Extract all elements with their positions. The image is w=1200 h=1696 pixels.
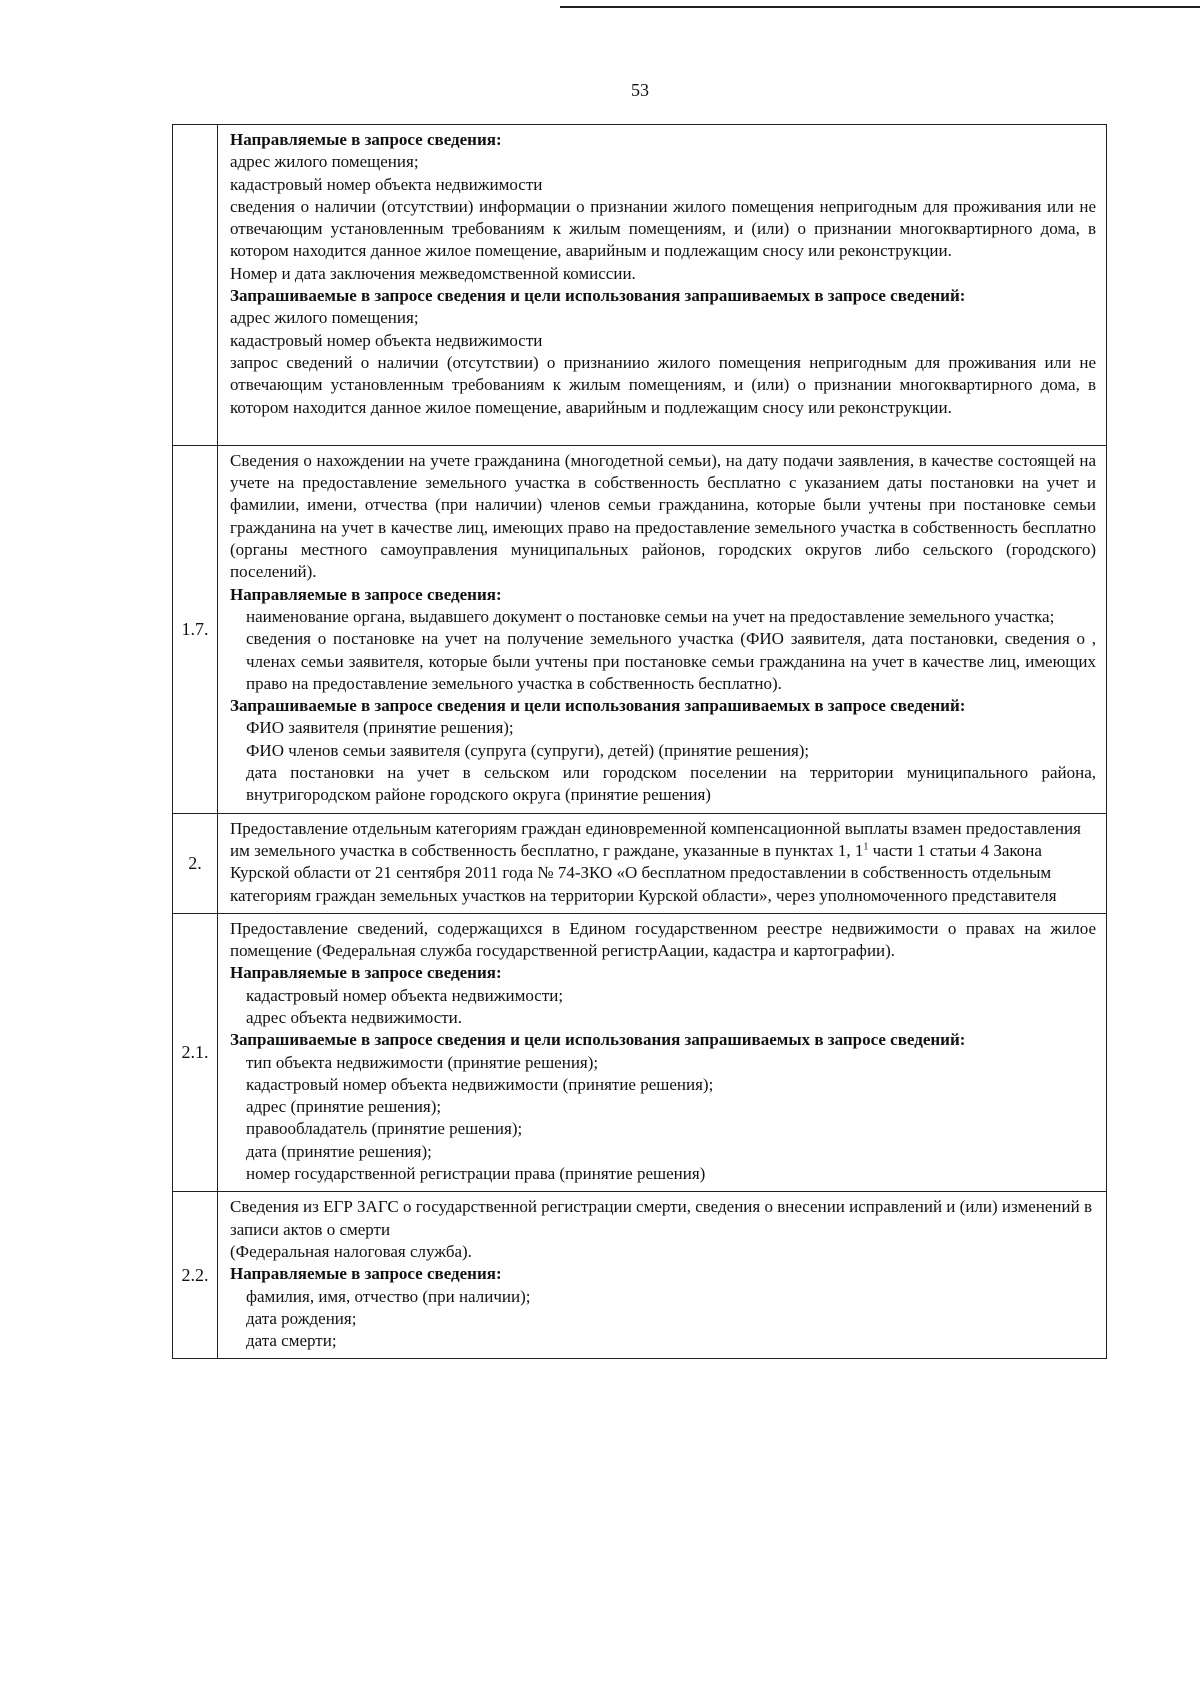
superscript: 1 xyxy=(863,841,869,853)
text-line: адрес жилого помещения; xyxy=(230,308,419,328)
table-row xyxy=(173,445,1107,813)
text-line: кадастровый номер объекта недвижимости xyxy=(230,330,543,350)
text-line: дата (принятие решения); xyxy=(246,1141,432,1161)
text-line: адрес жилого помещения; xyxy=(230,152,419,172)
text-line: номер государственной регистрации права (принятие решения) xyxy=(246,1164,706,1184)
text-line: ФИО членов семьи заявителя (супруга (супруги), детей) (принятие решения); xyxy=(246,740,810,760)
row-content xyxy=(218,1192,1107,1359)
row-number: 1.7. xyxy=(173,445,218,813)
text-paragraph: запрос сведений о наличии (отсутствии) о признаниио жилого помещения непригодным для проживания или не отвечающим установленным требованиям к жилым помещениям, и (или) о признании многоквартирного дома, в котором находится данное жилое помещение, аварийным и подлежащим сносу или реконструкции. xyxy=(230,352,1096,417)
text-line: правообладатель (принятие решения); xyxy=(246,1119,523,1139)
text-line: тип объекта недвижимости (принятие решения); xyxy=(246,1052,599,1072)
table-row xyxy=(173,913,1107,1192)
text-before-superscript: Предоставление отдельным категориям граждан единовременной компенсационной выплаты взамен предоставления им земельного участка в собственность бесплатно, г раждане, указанные в пунктах 1, 1 xyxy=(230,818,1081,860)
section-heading: Запрашиваемые в запросе сведения и цели использования запрашиваемых в запросе сведений: xyxy=(230,696,966,716)
row-number: 2. xyxy=(173,813,218,913)
services-table xyxy=(172,124,1107,1359)
section-heading: Направляемые в запросе сведения: xyxy=(230,130,502,149)
row-content xyxy=(218,445,1107,813)
text-paragraph: Предоставление сведений, содержащихся в Едином государственном реестре недвижимости о правах на жилое помещение (Федеральная служба государственной регистрАации, кадастра и картографии). xyxy=(230,918,1096,961)
text-line: дата смерти; xyxy=(246,1331,337,1351)
row-number: 2.2. xyxy=(173,1192,218,1359)
text-line: адрес объекта недвижимости. xyxy=(246,1007,463,1027)
row-number xyxy=(173,125,218,446)
text-line: кадастровый номер объекта недвижимости xyxy=(230,174,543,194)
text-line: (Федеральная налоговая служба). xyxy=(230,1241,472,1261)
section-heading: Направляемые в запросе сведения: xyxy=(230,1264,502,1284)
text-paragraph xyxy=(230,818,1096,907)
text-line: дата рождения; xyxy=(246,1308,357,1328)
table-row xyxy=(173,813,1107,913)
text-paragraph: дата постановки на учет в сельском или городском поселении на территории муниципального района, внутригородском районе городского округа (принятие решения) xyxy=(246,763,1096,805)
text-after-superscript: части 1 статьи 4 Закона Курской области от 21 сентября 2011 года № 74-ЗКО «О бесплатном предоставлении в собственность отдельным категориям граждан земельных участков на территории Курской области», через уполномоченного представителя xyxy=(230,840,1057,905)
text-paragraph: сведения о постановке на учет на получение земельного участка (ФИО заявителя, дата постановки, сведения о , членах семьи заявителя, которые были учтены при постановке семьи гражданина на учет в качестве лиц, имеющих право на предоставление земельного участка в собственность бесплатно). xyxy=(246,629,1096,693)
text-line: кадастровый номер объекта недвижимости; xyxy=(246,985,564,1005)
text-line: Номер и дата заключения межведомственной комиссии. xyxy=(230,263,636,283)
table-row xyxy=(173,125,1107,446)
text-line: адрес (принятие решения); xyxy=(246,1097,442,1117)
text-paragraph: сведения о наличии (отсутствии) информации о признании жилого помещения непригодным для проживания или не отвечающим установленным требованиям к жилым помещениям, и (или) о признании многоквартирного дома, в котором находится данное жилое помещение, аварийным и подлежащим сносу или реконструкции. xyxy=(230,196,1096,261)
text-paragraph: Сведения из ЕГР ЗАГС о государственной регистрации смерти, сведения о внесении исправлений и (или) изменений в записи актов о смерти xyxy=(230,1197,1092,1239)
text-line: ФИО заявителя (принятие решения); xyxy=(246,718,514,738)
row-content xyxy=(218,913,1107,1192)
text-paragraph: наименование органа, выдавшего документ о постановке семьи на учет на предоставление земельного участка; xyxy=(246,606,1055,626)
row-number: 2.1. xyxy=(173,913,218,1192)
section-heading: Запрашиваемые в запросе сведения и цели использования запрашиваемых в запросе сведений: xyxy=(230,1030,966,1050)
row-content xyxy=(218,813,1107,913)
text-line: кадастровый номер объекта недвижимости (принятие решения); xyxy=(246,1074,714,1094)
row-content xyxy=(218,125,1107,446)
text-line: фамилия, имя, отчество (при наличии); xyxy=(246,1286,531,1306)
text-paragraph: Сведения о нахождении на учете гражданина (многодетной семьи), на дату подачи заявления, в качестве состоящей на учете на предоставление земельного участка в собственность бесплатно с указанием даты постановки на учет и фамилии, имени, отчества (при наличии) членов семьи гражданина, которые были учтены при постановке семьи гражданина на учет в качестве лиц, имеющих право на предоставление земельного участка в собственность бесплатно (органы местного самоуправления муниципальных районов, городских округов либо сельского (городского) поселений). xyxy=(230,450,1096,582)
section-heading: Направляемые в запросе сведения: xyxy=(230,584,502,604)
top-rule xyxy=(560,0,1200,8)
section-heading: Направляемые в запросе сведения: xyxy=(230,963,502,983)
table-row xyxy=(173,1192,1107,1359)
section-heading: Запрашиваемые в запросе сведения и цели использования запрашиваемых в запросе сведений: xyxy=(230,286,966,306)
page-number: 53 xyxy=(631,80,649,100)
